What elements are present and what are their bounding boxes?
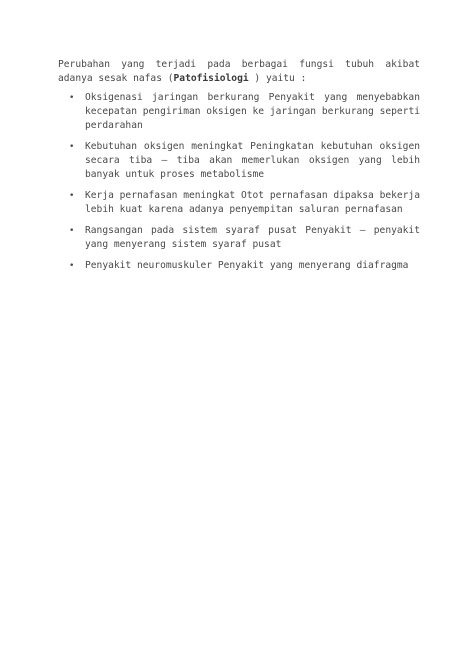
bullet-icon: • xyxy=(69,226,75,236)
intro-text: Perubahan yang terjadi pada berbagai fungsi tubuh akibat adanya sesak nafas ( xyxy=(58,59,420,84)
bullet-icon: • xyxy=(69,191,75,201)
document-body xyxy=(58,58,420,280)
list-item xyxy=(58,189,420,217)
list-item xyxy=(58,91,420,133)
list-item-text: Rangsangan pada sistem syaraf pusat Penyakit – penyakit yang menyerang sistem syaraf pusat xyxy=(85,225,420,250)
intro-bold-term: Patofisiologi xyxy=(173,73,249,84)
list-item-text: Penyakit neuromuskuler Penyakit yang menyerang diafragma xyxy=(85,260,409,271)
list-item-text: Oksigenasi jaringan berkurang Penyakit yang menyebabkan kecepatan pengiriman oksigen ke jaringan berkurang seperti perdarahan xyxy=(85,92,421,131)
list-item-text: Kerja pernafasan meningkat Otot pernafasan dipaksa bekerja lebih kuat karena adanya penyempitan saluran pernafasan xyxy=(85,190,421,215)
intro-text-end: ) yaitu : xyxy=(248,73,307,84)
bullet-icon: • xyxy=(69,261,75,271)
intro-paragraph xyxy=(58,58,420,86)
list-item xyxy=(58,224,420,252)
list-item-text: Kebutuhan oksigen meningkat Peningkatan kebutuhan oksigen secara tiba – tiba akan memerlukan oksigen yang lebih banyak untuk proses metabolisme xyxy=(85,141,420,180)
list-item xyxy=(58,259,420,273)
bullet-list xyxy=(58,91,420,273)
list-item xyxy=(58,140,420,182)
bullet-icon: • xyxy=(69,142,75,152)
bullet-icon: • xyxy=(69,93,75,103)
